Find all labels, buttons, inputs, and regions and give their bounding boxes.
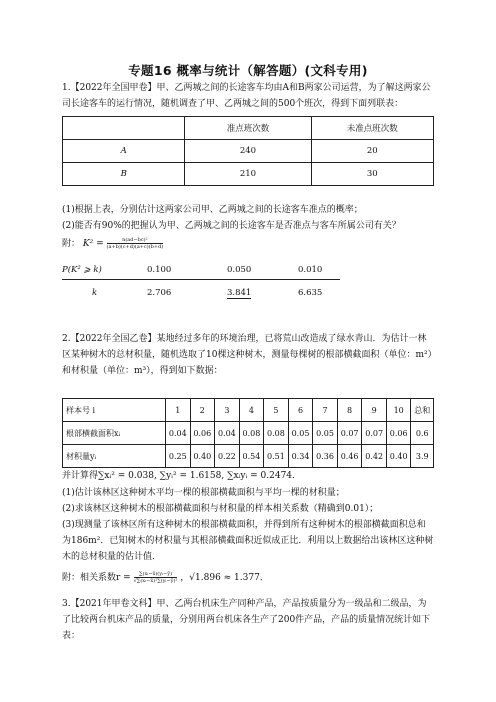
q1-part1: (1)根据上表，分别估计这两家公司甲、乙两城之间的长途客车准点的概率；	[62, 205, 363, 215]
table-cell: 0.05	[288, 422, 313, 445]
table-cell: 根部横截面积xᵢ	[63, 422, 166, 445]
table-cell: 20	[311, 140, 433, 163]
table-cell: 2	[190, 399, 215, 422]
table-cell: 5	[264, 399, 289, 422]
table-cell: 0.46	[337, 445, 362, 468]
table-row	[63, 422, 434, 445]
k-value: 3.841	[227, 288, 252, 298]
table-cell: B	[63, 163, 185, 186]
table-cell: 3.9	[411, 445, 434, 468]
formula-numerator: n(ad−bc)²	[107, 237, 164, 244]
table-cell: 0.04	[215, 422, 240, 445]
table-cell: 0.51	[264, 445, 289, 468]
table-row	[63, 399, 434, 422]
q1-formula	[62, 234, 434, 254]
table-cell: 0.34	[288, 445, 313, 468]
q1-intro: 1.【2022年全国甲卷】甲、乙两城之间的长途客车均由A和B两家公司运营，为了解这两家公司长途客车的运行情况，随机调查了甲、乙两城之间的500个班次，得到下面列联表：	[62, 83, 431, 109]
table-cell: 0.40	[190, 445, 215, 468]
table-cell: 1	[166, 399, 191, 422]
table-cell: 0.07	[337, 422, 362, 445]
k-value: 2.706	[147, 288, 172, 298]
table-row	[63, 445, 434, 468]
formula-k: K² =	[82, 239, 104, 249]
table-cell: 7	[313, 399, 338, 422]
table-row	[63, 117, 434, 140]
table-cell: 0.05	[313, 422, 338, 445]
prob-value: 0.010	[298, 265, 323, 275]
table-cell: 210	[185, 163, 311, 186]
page-title: 专题16 概率与统计（解答题）(文科专用)	[128, 63, 368, 78]
table-cell: 0.42	[362, 445, 387, 468]
table-cell: 0.40	[386, 445, 411, 468]
attach-label: 附：相关系数r =	[62, 573, 131, 583]
prob-value: 0.100	[147, 265, 172, 275]
table-cell: 10	[386, 399, 411, 422]
table-cell: 总和	[411, 399, 434, 422]
table-cell: 0.06	[386, 422, 411, 445]
formula-fraction	[107, 237, 164, 250]
prob-value: 0.050	[227, 265, 252, 275]
table-cell: 30	[311, 163, 433, 186]
formula-denominator: (a+b)(c+d)(a+c)(b+d)	[106, 244, 164, 250]
table-cell: 0.54	[239, 445, 264, 468]
q2-table	[62, 398, 434, 468]
table-cell: 8	[337, 399, 362, 422]
attach-tail: ，√1.896 ≈ 1.377．	[180, 573, 269, 583]
formula-prefix: 附：	[62, 239, 81, 249]
table-cell: 240	[185, 140, 311, 163]
k-value: 6.635	[298, 288, 323, 298]
q2-part1: (1)估计该林区这种树木平均一棵的根部横截面积与平均一棵的材积量；	[62, 488, 345, 498]
correlation-denominator: √∑(xᵢ−x̄)²∑(yᵢ−ȳ)²	[133, 578, 178, 584]
table-cell: 0.04	[166, 422, 191, 445]
q2-part3: (3)现测量了该林区所有这种树木的根部横截面积，并得到所有这种树木的根部横截面积总和为186m²．已知树木的材积量与其根部横截面积近似成正比．利用以上数据给出该林区这种树木的总材积量的估计值．	[62, 520, 434, 562]
table-cell: 材积量yᵢ	[63, 445, 166, 468]
prob-divider	[62, 279, 340, 280]
table-row	[63, 163, 434, 186]
table-cell: 3	[215, 399, 240, 422]
table-row	[63, 140, 434, 163]
table-cell: 0.07	[362, 422, 387, 445]
q2-sums: 并计算得∑xᵢ² = 0.038, ∑yᵢ² = 1.6158, ∑xᵢyᵢ = 0.2474．	[62, 471, 302, 481]
q2-intro: 2.【2022年全国乙卷】某地经过多年的环境治理，已将荒山改造成了绿水青山．为估计一林区某种树木的总材积量，随机选取了10棵这种树木，测量每棵树的根部横截面积（单位：m²）和材积量（单位：m³），得到如下数据：	[62, 334, 433, 376]
q3-intro: 3.【2021年甲卷文科】甲、乙两台机床生产同种产品，产品按质量分为一级品和二级品，为了比较两台机床产品的质量，分别用两台机床各生产了200件产品，产品的质量情况统计如下表：	[62, 599, 431, 641]
correlation-fraction	[134, 571, 178, 584]
table-cell: 0.6	[411, 422, 434, 445]
table-cell	[63, 117, 185, 140]
table-cell: 0.36	[313, 445, 338, 468]
table-cell: 未准点班次数	[311, 117, 433, 140]
table-cell: 0.25	[166, 445, 191, 468]
table-cell: A	[63, 140, 185, 163]
table-cell: 样本号 i	[63, 399, 166, 422]
q2-attach	[62, 567, 434, 589]
k-label: k	[92, 288, 98, 298]
q1-part2: (2)能否有90%的把握认为甲、乙两城之间的长途客车是否准点与客车所属公司有关？	[62, 221, 401, 231]
table-cell: 9	[362, 399, 387, 422]
table-cell: 0.22	[215, 445, 240, 468]
correlation-numerator: ∑(xᵢ−x̄)(yᵢ−ȳ)	[134, 571, 178, 578]
table-cell: 4	[239, 399, 264, 422]
prob-label: P(K² ⩾ k)	[62, 265, 102, 275]
q1-table	[62, 116, 434, 186]
table-cell: 6	[288, 399, 313, 422]
table-cell: 0.08	[264, 422, 289, 445]
table-cell: 0.08	[239, 422, 264, 445]
table-cell: 准点班次数	[185, 117, 311, 140]
table-cell: 0.06	[190, 422, 215, 445]
q2-part2: (2)求该林区这种树木的根部横截面积与材积量的样本相关系数（精确到0.01）；	[62, 504, 379, 514]
